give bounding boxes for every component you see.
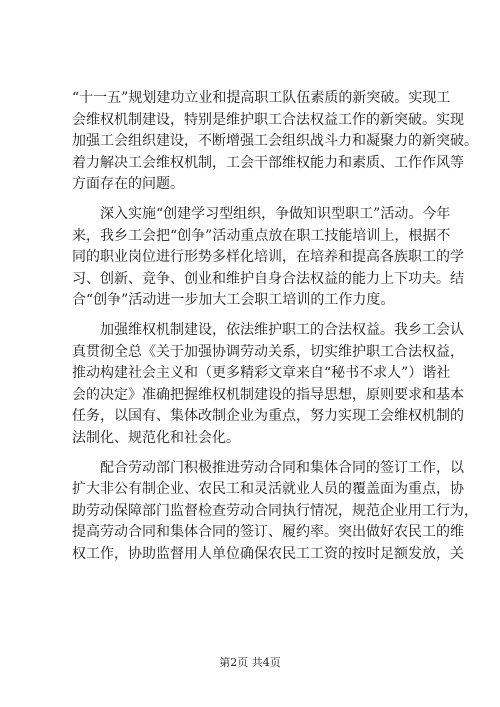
text-line: 扩大非公有制企业、农民工和灵活就业人员的覆盖面为重点，协 (72, 481, 464, 498)
text-line: 真贯彻全总《关于加强协调劳动关系，切实维护职工合法权益， (72, 343, 464, 360)
paragraph (72, 320, 464, 450)
text-line: 权工作，协助监督用人单位确保农民工工资的按时足额发放，关 (72, 545, 464, 562)
text-line: 加强工会组织建设，不断增强工会组织战斗力和凝聚力的新突破。 (72, 133, 478, 150)
text-line: 会维权机制建设，特别是维护职工合法权益工作的新突破。实现 (72, 111, 464, 128)
text-line: 配合劳动部门积极推进劳动合同和集体合同的签订工作，以 (72, 459, 464, 476)
text-line: 方面存在的问题。 (72, 176, 184, 193)
text-line: 习、创新、竞争、创业和维护自身合法权益的能力上下功夫。结 (72, 270, 464, 287)
text-line: 助劳动保障部门监督检查劳动合同执行情况，规范企业用工行为， (72, 502, 478, 519)
text-line: 来，我乡工会把“创争”活动重点放在职工技能培训上，根据不 (72, 227, 451, 244)
text-line: 法制化、规范化和社会化。 (72, 429, 240, 446)
paragraph (72, 458, 478, 566)
paragraph (72, 88, 478, 196)
text-line: 推动构建社会主义和（更多精彩文章来自“秘书不求人”）谐社 (72, 365, 451, 382)
page-number-footer: 第2页 共4页 (219, 656, 281, 669)
text-line: 深入实施“创建学习型组织，争做知识型职工”活动。今年 (72, 205, 451, 222)
text-line: 合“创争”活动进一步加大工会职工培训的工作力度。 (72, 292, 395, 309)
text-line: 会的决定》准确把握维权机制建设的指导思想，原则要求和基本 (72, 386, 464, 403)
text-line: “十一五”规划建功立业和提高职工队伍素质的新突破。实现工 (72, 90, 451, 106)
text-line: 着力解决工会维权机制，工会干部维权能力和素质、工作作风等 (72, 154, 464, 171)
document-body (72, 88, 478, 565)
text-line: 同的职业岗位进行形势多样化培训，在培养和提高各族职工的学 (72, 249, 464, 266)
text-line: 任务，以国有、集体改制企业为重点，努力实现工会维权机制的 (72, 408, 464, 425)
paragraph (72, 204, 464, 312)
text-line: 加强维权机制建设，依法维护职工的合法权益。我乡工会认 (72, 321, 464, 338)
text-line: 提高劳动合同和集体合同的签订、履约率。突出做好农民工的维 (72, 524, 464, 541)
